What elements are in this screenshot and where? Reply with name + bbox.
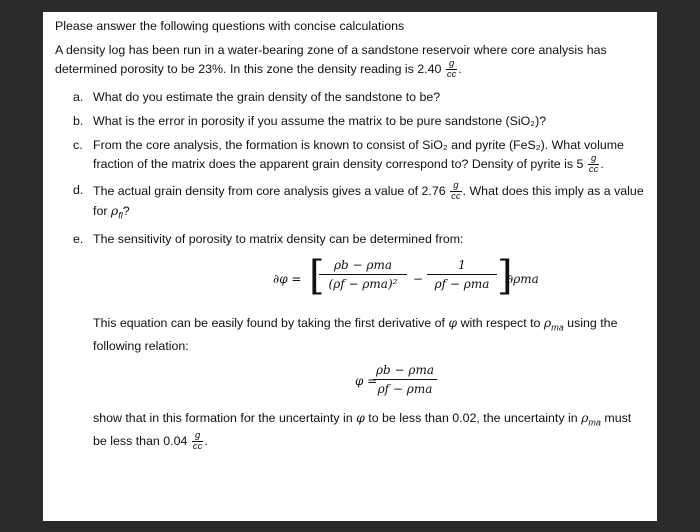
relation-paragraph — [93, 314, 645, 354]
intro-text: A density log has been run in a water-bearing zone of a sandstone reservoir where core analysis has determined porosity to be 23%. In this zone the density reading is 2.40 — [55, 43, 607, 76]
intro-end: . — [458, 61, 462, 76]
right-bracket: ] — [497, 253, 513, 300]
unit-fraction — [588, 154, 600, 175]
unit-fraction — [446, 59, 458, 80]
relation-text: This equation can be easily found by taking the first derivative of — [93, 316, 445, 331]
intro-paragraph — [55, 41, 645, 80]
question-label: a. — [73, 90, 84, 104]
question-label: b. — [73, 114, 84, 128]
question-label: c. — [73, 138, 83, 152]
unit-num: g — [588, 154, 600, 165]
question-text: What do you estimate the grain density of the sandstone to be? — [93, 90, 441, 104]
unit-den: cc — [451, 191, 461, 202]
porosity-equation — [93, 361, 645, 401]
eq2-fraction — [373, 361, 437, 398]
rho-subscript: ma — [551, 322, 564, 333]
eq2-numerator: ρb − ρma — [373, 361, 437, 380]
eq1-f2-denominator: ρf − ρma — [434, 277, 490, 292]
eq1-f1-denominator: (ρf − ρma)² — [328, 277, 398, 292]
question-d — [73, 180, 645, 224]
unit-num: g — [192, 431, 204, 442]
question-text: From the core analysis, the formation is known to consist of SiO₂ and pyrite (FeS₂). What volume fraction of the matrix does the apparent grain density correspond to? Density of pyrite is 5 — [93, 138, 624, 171]
unit-den: cc — [588, 164, 599, 175]
unit-den: cc — [446, 69, 457, 80]
left-bracket: [ — [309, 253, 325, 300]
sensitivity-equation — [93, 254, 645, 302]
rho-subscript: ma — [588, 417, 601, 428]
question-e — [73, 230, 645, 453]
question-end: ? — [122, 204, 130, 218]
final-end: . — [204, 434, 208, 449]
unit-num: g — [446, 59, 458, 70]
final-paragraph — [93, 409, 645, 452]
question-label: d. — [73, 183, 84, 197]
eq2-lhs: φ = — [355, 373, 378, 388]
question-text: The sensitivity of porosity to matrix density can be determined from: — [93, 232, 464, 247]
question-text: What is the error in porosity if you assume the matrix to be pure sandstone (SiO₂)? — [93, 114, 547, 128]
unit-fraction — [450, 181, 462, 202]
question-b — [73, 112, 645, 130]
rho-symbol: ρ — [543, 315, 552, 331]
eq1-fraction-1 — [319, 256, 407, 293]
heading: Please answer the following questions with concise calculations — [55, 19, 405, 33]
eq1-fraction-2 — [427, 256, 497, 293]
phi-symbol: φ — [448, 315, 458, 331]
rho-subscript: fl — [118, 210, 123, 221]
eq1-f1-numerator: ρb − ρma — [319, 256, 407, 275]
relation-text-2: with respect to — [460, 316, 541, 331]
final-text-2: to be less than 0.02, the uncertainty in — [368, 410, 578, 425]
eq1-minus: − — [413, 272, 424, 287]
eq1-rhs: ∂ρma — [507, 272, 539, 287]
question-list — [55, 88, 645, 452]
rho-symbol: ρ — [581, 409, 589, 425]
unit-num: g — [450, 181, 462, 192]
question-c — [73, 136, 645, 175]
rho-symbol: ρ — [110, 203, 119, 218]
question-end: . — [600, 156, 604, 171]
final-text: show that in this formation for the uncertainty in — [93, 410, 353, 425]
eq1-lhs: ∂φ = — [273, 272, 302, 287]
question-sheet — [43, 12, 657, 521]
relation-text-3: using the following relation: — [93, 316, 618, 353]
phi-symbol: φ — [356, 409, 365, 425]
eq2-denominator: ρf − ρma — [377, 381, 433, 396]
final-text-3: must be less than 0.04 — [93, 410, 632, 449]
question-text-2: . What does this imply as a value for — [93, 183, 644, 218]
unit-fraction — [192, 431, 204, 452]
question-a — [73, 88, 645, 106]
question-label: e. — [73, 232, 84, 247]
eq1-f2-numerator: 1 — [427, 256, 497, 275]
question-text: The actual grain density from core analysis gives a value of 2.76 — [93, 183, 446, 198]
unit-den: cc — [192, 441, 203, 453]
